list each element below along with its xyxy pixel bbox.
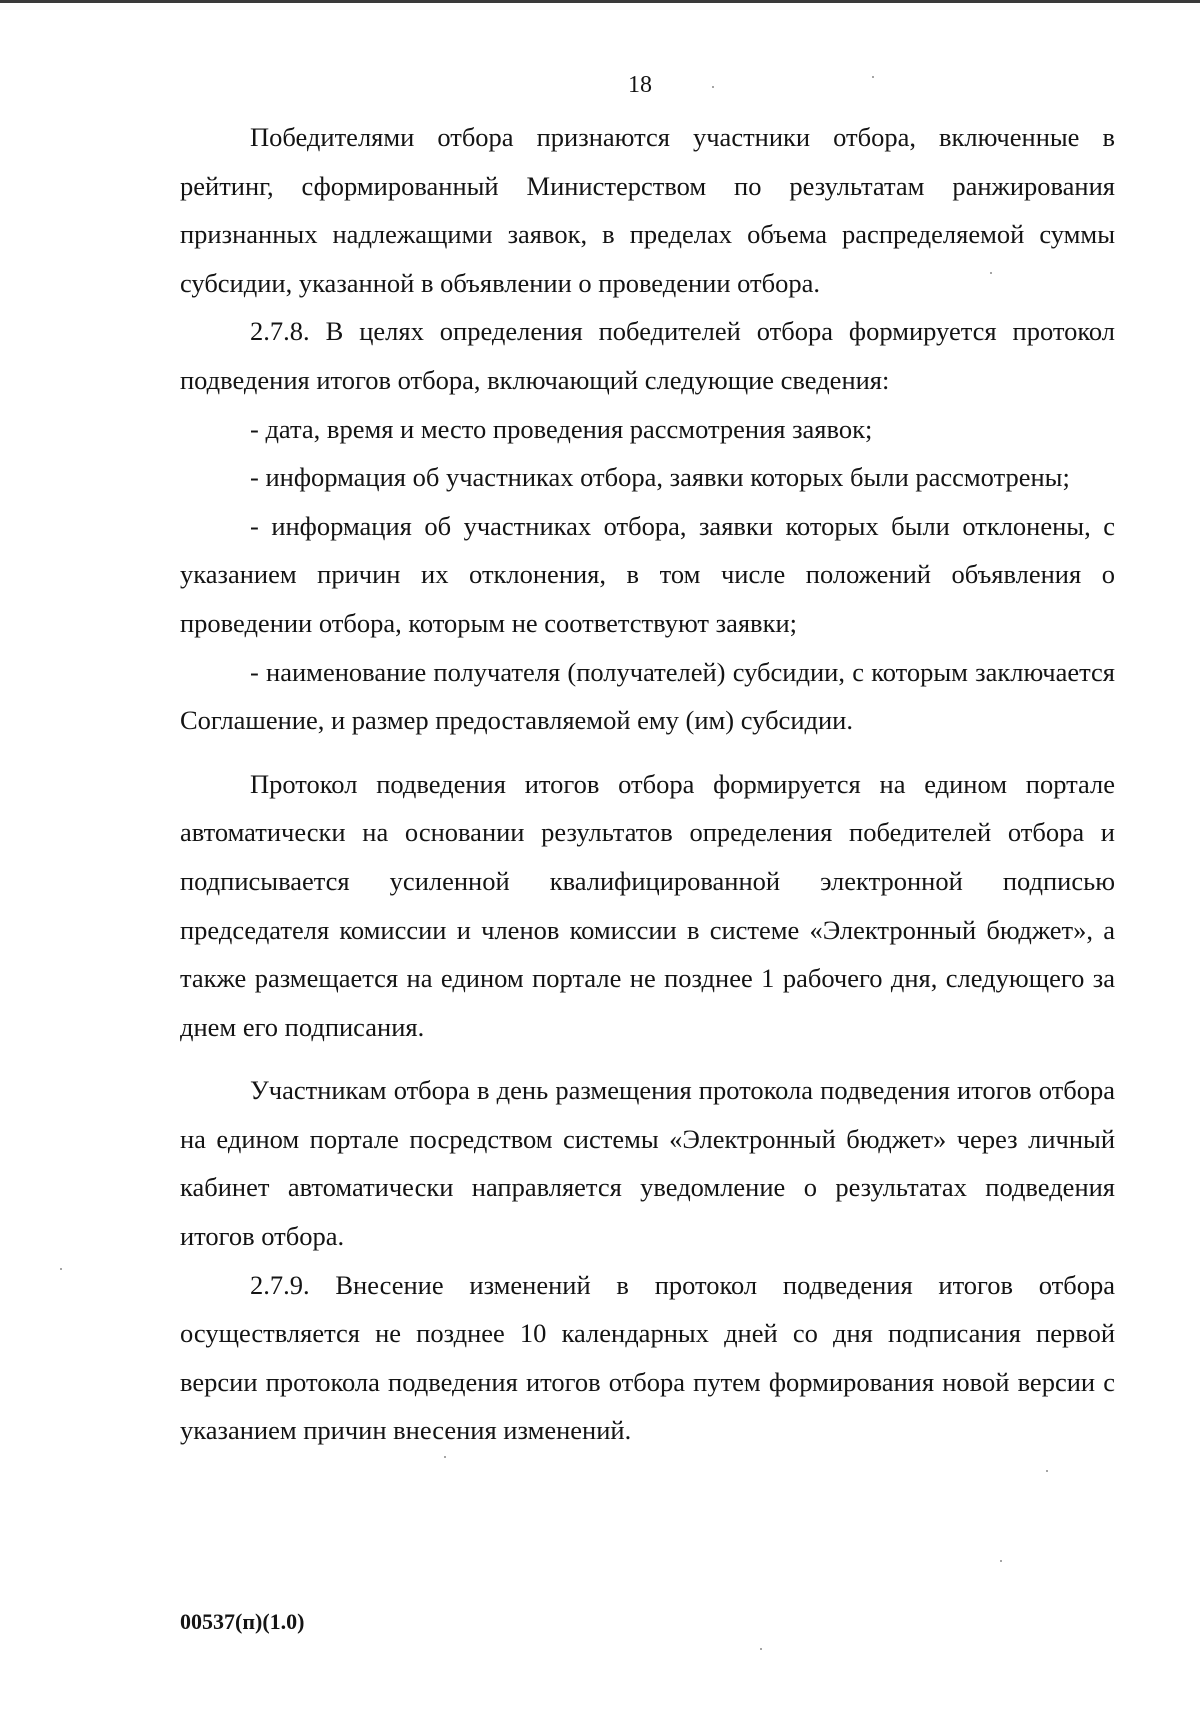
paragraph-participant-notification: Участникам отбора в день размещения протокола подведения итогов отбора на едином портале посредством системы «Электронный бюджет» через личный кабинет автоматически направляется уведомление о результатах подведения итогов отбора. <box>180 1075 1115 1252</box>
list-item-date-time-place: - дата, время и место проведения рассмотрения заявок; <box>250 413 873 444</box>
list-item-reviewed-participants: - информация об участниках отбора, заявки которых были рассмотрены; <box>250 462 1070 493</box>
paragraph-2-7-9: 2.7.9. Внесение изменений в протокол подведения итогов отбора осуществляется не позднее 10 календарных дней со дня подписания первой версии протокола подведения итогов отбора путем формирования новой версии с указанием причин внесения изменений. <box>180 1269 1115 1446</box>
document-code: 00537(п)(1.0) <box>180 1609 305 1634</box>
paragraph-protocol-formation: Протокол подведения итогов отбора формируется на едином портале автоматически на основании результатов определения победителей отбора и подписывается усиленной квалифицированной электронной подписью председателя комиссии и членов комиссии в системе «Электронный бюджет», а также размещается на едином портале не позднее 1 рабочего дня, следующего за днем его подписания. <box>180 768 1115 1042</box>
scan-speck <box>990 272 992 274</box>
paragraph-2-7-8: 2.7.8. В целях определения победителей отбора формируется протокол подведения итогов отбора, включающий следующие сведения: <box>180 316 1115 395</box>
scan-speck <box>444 1456 446 1458</box>
list-item-rejected-participants: - информация об участниках отбора, заявки которых были отклонены, с указанием причин их отклонения, в том числе положений объявления о проведении отбора, которым не соответствуют заявки; <box>180 510 1115 638</box>
scan-speck <box>760 1648 762 1650</box>
page-number: 18 <box>628 72 652 98</box>
document-body <box>180 113 1115 1455</box>
scan-speck <box>1000 1560 1002 1562</box>
paragraph-winners: Победителями отбора признаются участники отбора, включенные в рейтинг, сформированный Министерством по результатам ранжирования признанных надлежащими заявок, в пределах объема распределяемой суммы субсидии, указанной в объявлении о проведении отбора. <box>180 122 1115 298</box>
list-item-recipient-name: - наименование получателя (получателей) субсидии, с которым заключается Соглашение, и размер предоставляемой ему (им) субсидии. <box>180 656 1115 736</box>
scan-speck <box>712 86 714 88</box>
scan-speck <box>60 1268 62 1270</box>
scan-speck <box>872 76 874 78</box>
top-border-line <box>0 0 1200 3</box>
scan-speck <box>1046 1470 1048 1472</box>
